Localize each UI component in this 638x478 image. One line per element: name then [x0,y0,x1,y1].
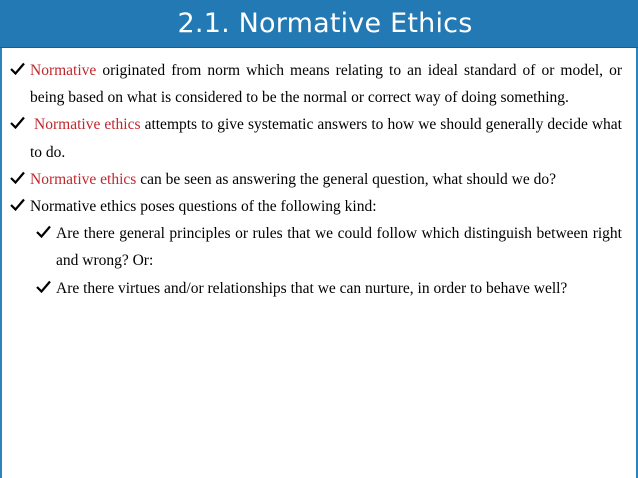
sub-bullet-text: Are there general principles or rules that we could follow which distinguish between right and wrong? Or: [56,225,622,270]
sub-bullet-item [36,220,622,274]
title-bar [0,0,638,48]
checkmark-icon [10,193,30,220]
bullet-list [10,57,626,302]
bullet-item [10,111,626,165]
checkmark-icon [36,275,56,302]
slide-title: 2.1. Normative Ethics [177,8,473,39]
sub-bullet-item [36,275,622,302]
bullet-text: Normative ethics poses questions of the following kind: [30,198,377,216]
bullet-text: Normative ethics can be seen as answering the general question, what should we do? [30,170,556,188]
highlight-term: Normative ethics [30,116,141,134]
sub-bullet-text: Are there virtues and/or relationships that we can nurture, in order to behave well? [56,279,568,297]
bullet-text: Normative ethics attempts to give systematic answers to how we should generally decide what to do. [30,116,626,161]
highlight-term: Normative ethics [30,170,137,188]
checkmark-icon [36,220,56,247]
highlight-term: Normative [30,62,97,79]
bullet-item [10,193,622,220]
checkmark-icon [10,166,30,193]
checkmark-icon [10,57,30,84]
bullet-item [10,166,622,193]
bullet-item [10,57,622,111]
left-border [0,48,2,478]
checkmark-icon [10,111,30,138]
bullet-text: Normative originated from norm which means relating to an ideal standard of or model, or being based on what is considered to be the normal or correct way of doing something. [30,62,622,107]
